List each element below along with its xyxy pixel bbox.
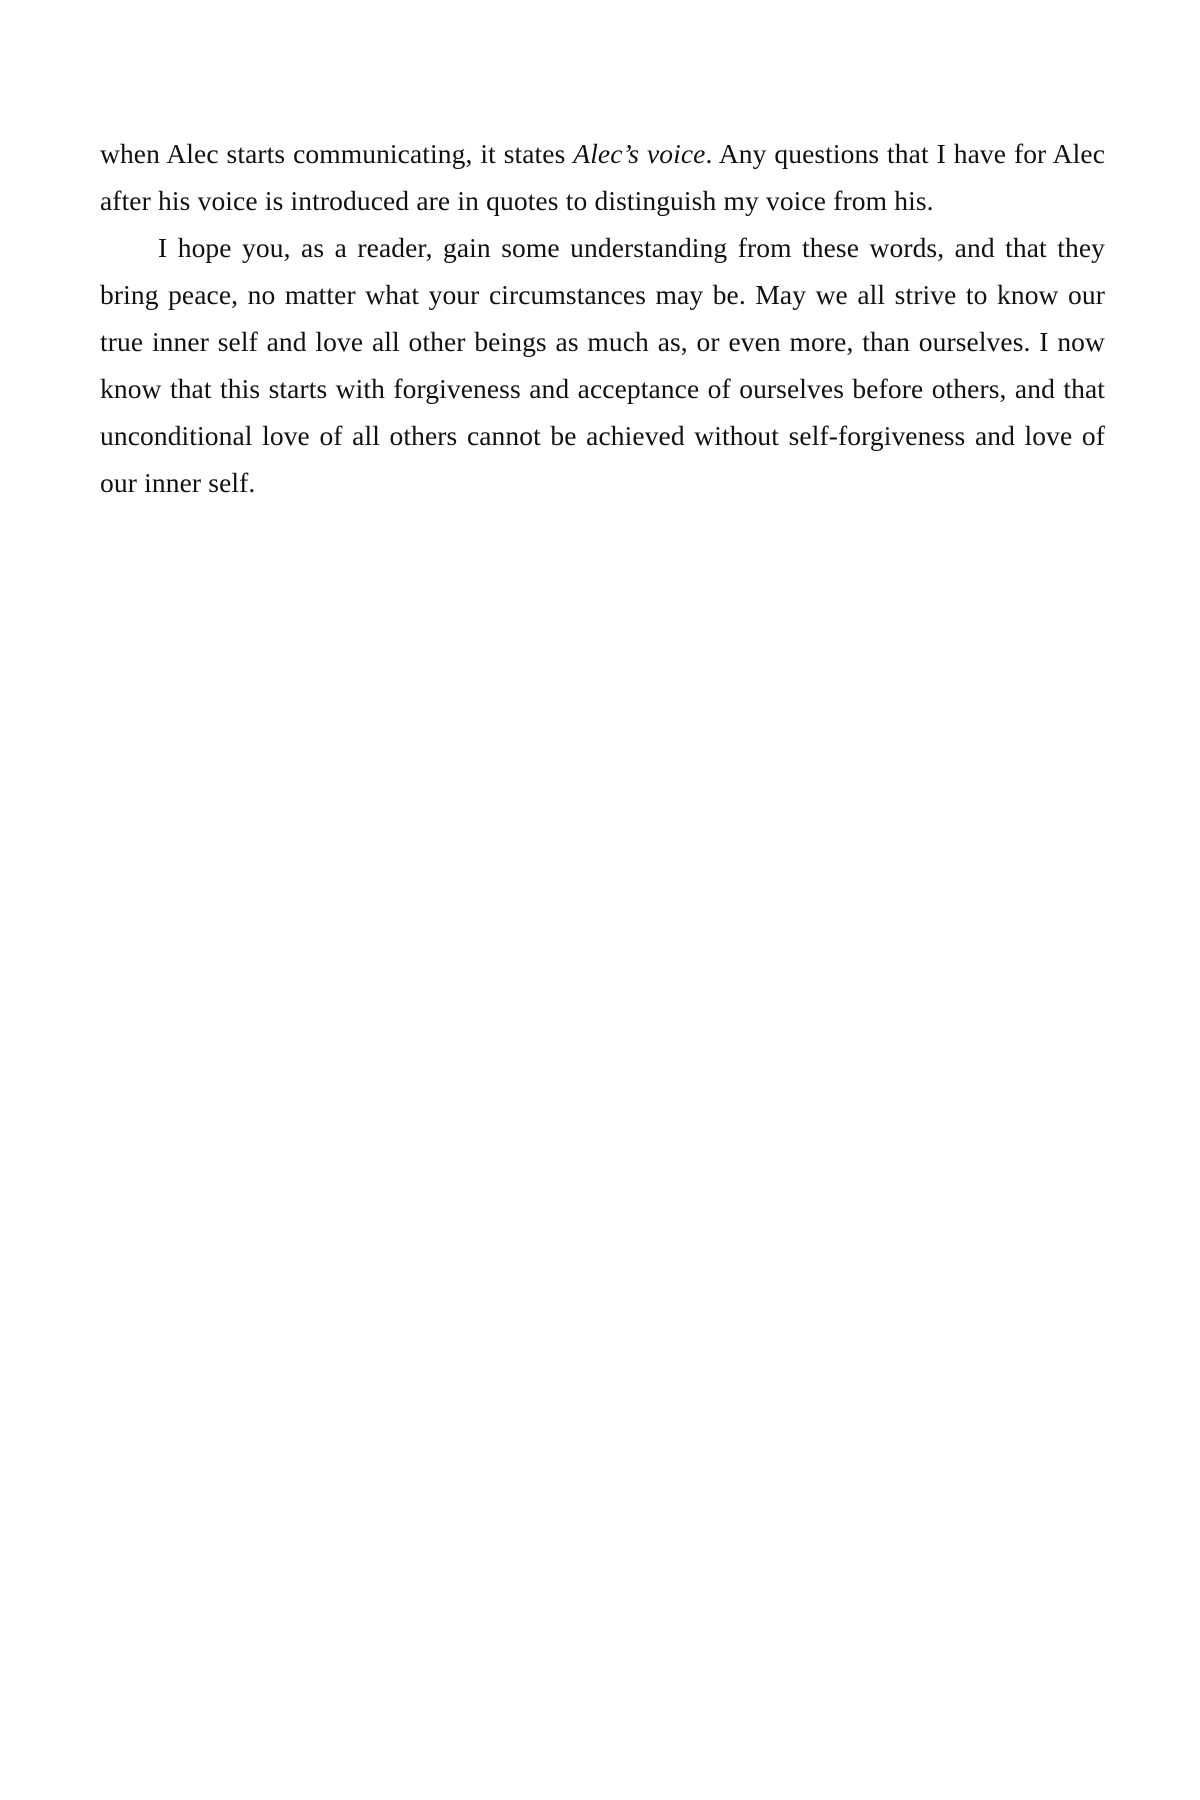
paragraph-continued [100, 130, 1105, 224]
paragraph-continued-part-1: when Alec starts communicating, it states [100, 138, 574, 169]
paragraph-closing-text: I hope you, as a reader, gain some understanding from these words, and that they bring peace, no matter what your circumstances may be. May we all strive to know our true inner self and love all other beings as much as, or even more, than ourselves. I now know that this starts with forgiveness and acceptance of ourselves before others, and that unconditional love of all others cannot be achieved without self-forgiveness and love of our inner self. [100, 232, 1105, 498]
paragraph-continued-part-2: . Any questions that I have for Alec after his voice is introduced are in quotes to distinguish my voice from his. [100, 138, 1105, 216]
paragraph-continued-italic-phrase: Alec’s voice [573, 138, 706, 169]
page-text-block [100, 130, 1105, 506]
paragraph-closing [100, 224, 1105, 506]
